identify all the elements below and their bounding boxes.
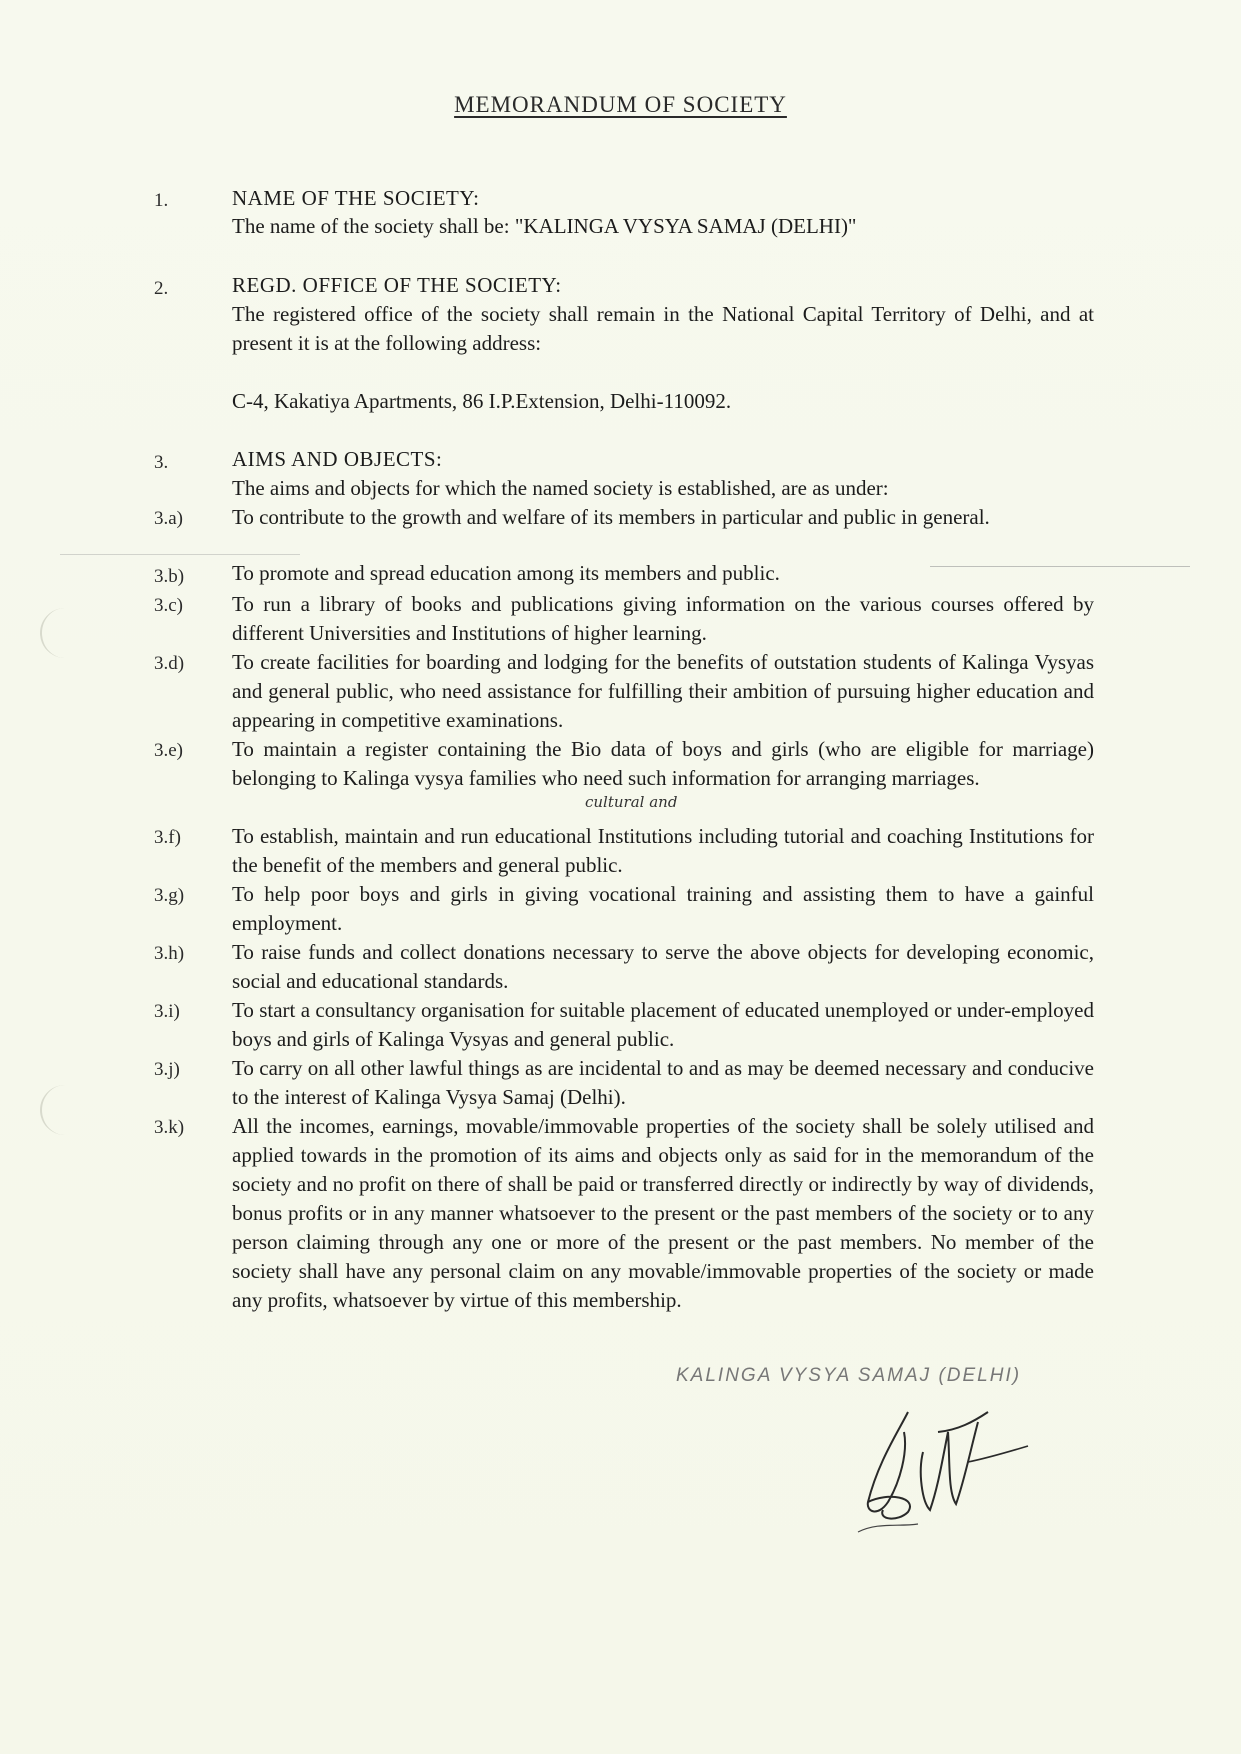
section-heading: NAME OF THE SOCIETY: — [232, 186, 480, 210]
punch-hole-mark — [40, 608, 76, 658]
object-number: 3.c) — [154, 595, 184, 616]
object-number: 3.k) — [154, 1117, 185, 1138]
section-heading: AIMS AND OBJECTS: — [232, 447, 443, 471]
punch-hole-mark — [40, 1085, 76, 1135]
scan-line — [60, 554, 300, 555]
object-text: To promote and spread education among its members and public. — [232, 561, 780, 585]
society-stamp: KALINGA VYSYA SAMAJ (DELHI) — [676, 1365, 1022, 1386]
object-text: To maintain a register containing the Bio data of boys and girls (who are eligible for marriage) belonging to Kalinga vysya families who need such information for arranging marriages. — [232, 737, 1094, 790]
object-text: To raise funds and collect donations necessary to serve the above objects for developing economic, social and educational standards. — [232, 940, 1094, 993]
signature — [838, 1392, 1038, 1542]
object-text: To carry on all other lawful things as are incidental to and as may be deemed necessary and conducive to the interest of Kalinga Vysya Samaj (Delhi). — [232, 1056, 1094, 1109]
section-number: 2. — [154, 278, 169, 299]
object-text: To run a library of books and publications giving information on the various courses offered by different Universities and Institutions of higher learning. — [232, 592, 1094, 645]
object-text: To help poor boys and girls in giving vocational training and assisting them to have a gainful employment. — [232, 882, 1094, 935]
object-text: To start a consultancy organisation for suitable placement of educated unemployed or under-employed boys and girls of Kalinga Vysyas and general public. — [232, 998, 1094, 1051]
object-number: 3.d) — [154, 653, 185, 674]
document-title: MEMORANDUM OF SOCIETY — [454, 92, 787, 117]
scan-line — [930, 566, 1190, 567]
office-address: C-4, Kakatiya Apartments, 86 I.P.Extension, Delhi-110092. — [232, 389, 732, 413]
object-number: 3.j) — [154, 1059, 180, 1080]
object-number: 3.i) — [154, 1001, 180, 1022]
object-text: To contribute to the growth and welfare of its members in particular and public in general. — [232, 505, 990, 529]
object-text: To create facilities for boarding and lodging for the benefits of outstation students of Kalinga Vysyas and general public, who need assistance for fulfilling their ambition of pursuing higher education and appearing in competitive examinations. — [232, 650, 1094, 732]
object-number: 3.e) — [154, 740, 184, 761]
section-number: 3. — [154, 452, 169, 473]
section-text: The aims and objects for which the named society is established, are as under: — [232, 476, 889, 500]
object-number: 3.g) — [154, 885, 185, 906]
handwritten-insertion: cultural and — [585, 793, 678, 811]
object-number: 3.a) — [154, 508, 184, 529]
object-text: To establish, maintain and run educational Institutions including tutorial and coaching Institutions for the benefit of the members and general public. — [232, 824, 1094, 877]
section-number: 1. — [154, 190, 169, 211]
object-number: 3.f) — [154, 827, 181, 848]
section-heading: REGD. OFFICE OF THE SOCIETY: — [232, 273, 562, 297]
section-text: The registered office of the society shall remain in the National Capital Territory of Delhi, and at present it is at the following address: — [232, 302, 1094, 355]
object-number: 3.b) — [154, 566, 185, 587]
section-text: The name of the society shall be: "KALINGA VYSYA SAMAJ (DELHI)" — [232, 214, 857, 238]
object-text: All the incomes, earnings, movable/immovable properties of the society shall be solely utilised and applied towards in the promotion of its aims and objects only as said for in the memorandum of the society and no profit on there of shall be paid or transferred directly or indirectly by way of dividends, bonus profits or in any manner whatsoever to the present or the past members of the society or to any person claiming through any one or more of the present or the past members. No member of the society shall have any personal claim on any movable/immovable properties of the society or made any profits, whatsoever by virtue of this membership. — [232, 1114, 1094, 1312]
object-number: 3.h) — [154, 943, 185, 964]
